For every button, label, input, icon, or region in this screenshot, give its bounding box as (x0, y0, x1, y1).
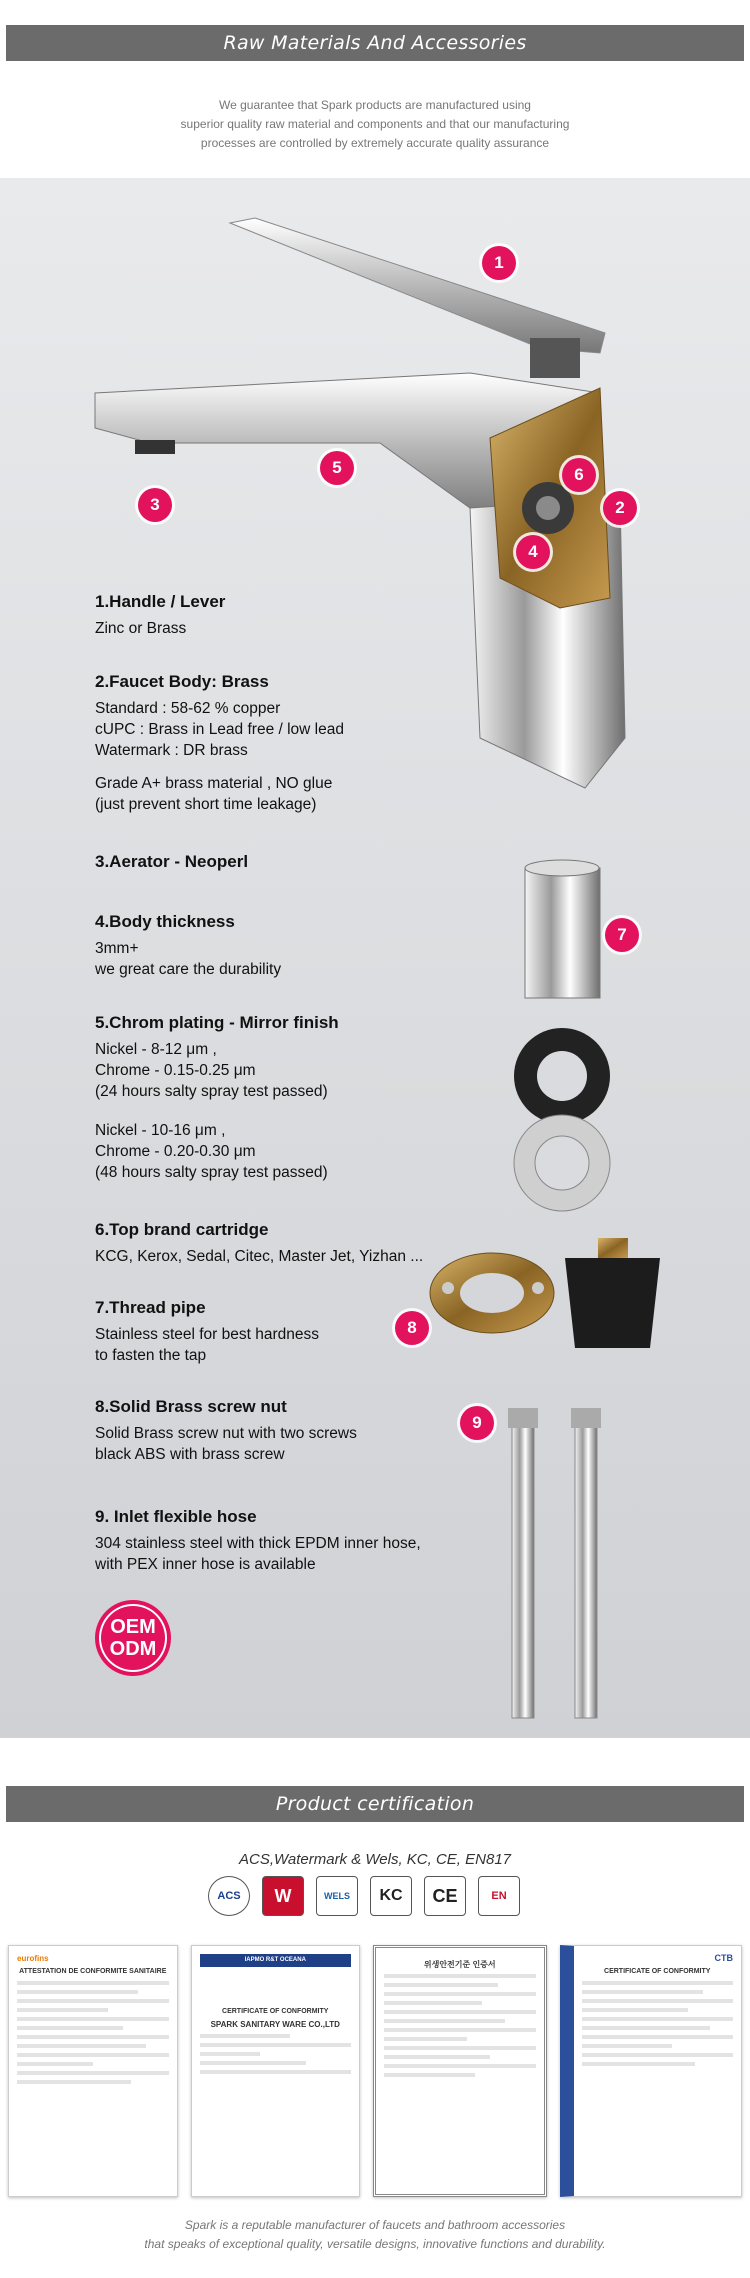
marker-6: 6 (562, 458, 596, 492)
spec-inlet-hose (95, 1507, 495, 1575)
section-banner-materials (6, 25, 744, 61)
certificate-title: CERTIFICATE OF CONFORMITY (222, 2008, 329, 2015)
spec-screw-nut (95, 1397, 455, 1465)
spec-title: 6.Top brand cartridge (95, 1220, 269, 1239)
footer-line: Spark is a reputable manufacturer of faucets and bathroom accessories (184, 2218, 566, 2232)
metal-washer (514, 1115, 610, 1211)
spec-line: Nickel - 10-16 μm , (95, 1122, 226, 1139)
marker-8: 8 (395, 1311, 429, 1345)
intro-line: superior quality raw material and components and that our manufacturing (180, 117, 570, 131)
spec-line: black ABS with brass screw (95, 1446, 285, 1463)
certificate-title: CERTIFICATE OF CONFORMITY (604, 1968, 711, 1975)
rubber-washer (514, 1028, 610, 1124)
en-logo-icon: EN (478, 1876, 520, 1916)
badge-line: OEM (110, 1616, 156, 1638)
spec-body-thickness (95, 912, 455, 980)
marker-5: 5 (320, 451, 354, 485)
spec-thread-pipe (95, 1298, 455, 1366)
spec-line: cUPC : Brass in Lead free / low lead (95, 721, 344, 738)
badge-line: ODM (109, 1638, 157, 1660)
certificate-brand: CTB (714, 1953, 733, 1963)
spec-chrome-plating (95, 1013, 455, 1183)
kc-logo-icon: KC (370, 1876, 412, 1916)
spec-title: 8.Solid Brass screw nut (95, 1397, 287, 1416)
certificate-korean (373, 1945, 547, 2197)
ce-logo-icon: CE (424, 1876, 466, 1916)
spec-line: we great care the durability (95, 961, 282, 978)
certificate-title: ATTESTATION DE CONFORMITE SANITAIRE (19, 1968, 167, 1975)
spec-line: 304 stainless steel with thick EPDM inner hose, (95, 1535, 421, 1552)
spec-line: Grade A+ brass material , NO glue (95, 775, 333, 792)
spec-title: 9. Inlet flexible hose (95, 1507, 257, 1526)
certification-logos (208, 1876, 520, 1916)
thread-pipe (525, 860, 600, 998)
marker-9: 9 (460, 1406, 494, 1440)
certification-list: ACS,Watermark & Wels, KC, CE, EN817 (238, 1851, 512, 1868)
spec-line: Zinc or Brass (95, 620, 187, 637)
spec-line: Solid Brass screw nut with two screws (95, 1425, 357, 1442)
spec-title: 1.Handle / Lever (95, 592, 226, 611)
spec-line: Stainless steel for best hardness (95, 1326, 320, 1343)
section-title: Product certification (275, 1793, 475, 1815)
certificate-brand: eurofins (17, 1954, 49, 1963)
section-title: Raw Materials And Accessories (223, 32, 527, 54)
marker-2: 2 (603, 491, 637, 525)
certificate-iapmo (191, 1945, 361, 2197)
spec-line: Watermark : DR brass (95, 742, 248, 759)
spec-cartridge (95, 1220, 495, 1267)
spec-line: Chrome - 0.20-0.30 μm (95, 1143, 256, 1160)
certificate-eurofins (8, 1945, 178, 2197)
footer-line: that speaks of exceptional quality, versatile designs, innovative functions and durability. (144, 2237, 606, 2251)
marker-7: 7 (605, 918, 639, 952)
watermark-logo-icon: W (262, 1876, 304, 1916)
spec-handle (95, 592, 455, 639)
spec-line: Standard : 58-62 % copper (95, 700, 281, 717)
spec-line: with PEX inner hose is available (95, 1556, 316, 1573)
spec-line: (48 hours salty spray test passed) (95, 1164, 328, 1181)
flexible-hoses (508, 1408, 601, 1718)
oem-odm-badge (95, 1600, 171, 1676)
marker-1: 1 (482, 246, 516, 280)
acs-logo-icon: ACS (208, 1876, 250, 1916)
intro-text (100, 96, 650, 153)
intro-line: processes are controlled by extremely accurate quality assurance (200, 136, 550, 150)
certificate-brand: IAPMO R&T OCEANA (200, 1954, 352, 1967)
spec-title: 2.Faucet Body: Brass (95, 672, 269, 691)
spec-line: Nickel - 8-12 μm , (95, 1041, 217, 1058)
spec-line: 3mm+ (95, 940, 139, 957)
certificate-brand: 위생안전기준 인증서 (423, 1960, 496, 1969)
spec-line: (just prevent short time leakage) (95, 796, 317, 813)
spec-title: 4.Body thickness (95, 912, 235, 931)
intro-line: We guarantee that Spark products are manufactured using (219, 98, 531, 112)
spec-title: 3.Aerator - Neoperl (95, 852, 249, 871)
spec-line: Chrome - 0.15-0.25 μm (95, 1062, 256, 1079)
spec-aerator (95, 852, 455, 878)
marker-4: 4 (516, 535, 550, 569)
spec-line: (24 hours salty spray test passed) (95, 1083, 328, 1100)
spec-title: 5.Chrom plating - Mirror finish (95, 1013, 339, 1032)
certificate-documents (8, 1945, 742, 2197)
section-banner-certification (6, 1786, 744, 1822)
spec-faucet-body (95, 672, 455, 815)
certificate-ctb (560, 1945, 743, 2197)
spec-line: KCG, Kerox, Sedal, Citec, Master Jet, Yizhan ... (95, 1248, 424, 1265)
spec-line: to fasten the tap (95, 1347, 207, 1364)
wels-logo-icon: WELS (316, 1876, 358, 1916)
faucet-handle (230, 218, 605, 378)
marker-3: 3 (138, 488, 172, 522)
certificate-subtitle: SPARK SANITARY WARE CO.,LTD (210, 2020, 340, 2029)
footer-text (0, 2216, 750, 2254)
spec-title: 7.Thread pipe (95, 1298, 206, 1317)
